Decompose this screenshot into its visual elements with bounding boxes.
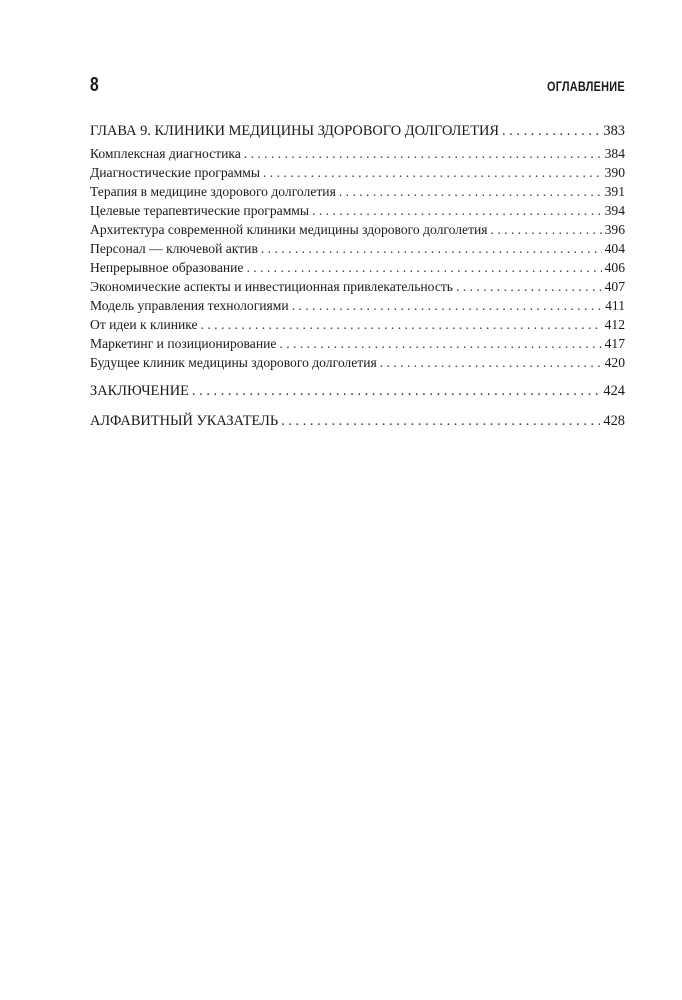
- toc-section-entry: [90, 353, 625, 372]
- toc-entry-title: Персонал — ключевой актив: [90, 241, 258, 256]
- dot-leader: [312, 201, 602, 220]
- dot-leader: [491, 220, 602, 239]
- toc-entry-page: 420: [604, 355, 625, 370]
- toc-entry-page: 407: [604, 279, 625, 294]
- toc-section-entry: [90, 296, 625, 315]
- toc-entry-page: 406: [604, 260, 625, 275]
- toc-entry-title: Терапия в медицине здорового долголетия: [90, 184, 336, 199]
- dot-leader: [261, 239, 602, 258]
- toc-section-entry: [90, 163, 625, 182]
- toc-entry-title: Будущее клиник медицины здорового долголетия: [90, 355, 377, 370]
- toc-section-entry: [90, 201, 625, 220]
- table-of-contents: [90, 120, 625, 432]
- dot-leader: [246, 258, 601, 277]
- toc-entry-page: 404: [604, 241, 625, 256]
- toc-section-entry: [90, 315, 625, 334]
- toc-entry-page: 396: [604, 222, 625, 237]
- dot-leader: [201, 315, 602, 334]
- dot-leader: [192, 380, 600, 402]
- toc-entry-title: Маркетинг и позиционирование: [90, 336, 277, 351]
- toc-entry-page: 417: [604, 336, 625, 351]
- dot-leader: [244, 144, 602, 163]
- page-header: [90, 72, 625, 98]
- toc-entry-page: 394: [604, 203, 625, 218]
- dot-leader: [281, 410, 600, 432]
- toc-entry-title: Экономические аспекты и инвестиционная привлекательность: [90, 279, 453, 294]
- dot-leader: [292, 296, 602, 315]
- toc-entry-page: 384: [604, 146, 625, 161]
- toc-section-entry: [90, 144, 625, 163]
- toc-section-entry: [90, 258, 625, 277]
- toc-entry-title: Непрерывное образование: [90, 260, 244, 275]
- dot-leader: [279, 334, 601, 353]
- toc-section-entry: [90, 277, 625, 296]
- toc-entry-title: ЗАКЛЮЧЕНИЕ: [90, 383, 189, 399]
- dot-leader: [263, 163, 602, 182]
- toc-entry-page: 411: [605, 298, 625, 313]
- running-title: ОГЛАВЛЕНИЕ: [547, 78, 625, 94]
- dot-leader: [339, 182, 602, 201]
- toc-section-entry: [90, 182, 625, 201]
- dot-leader: [456, 277, 602, 296]
- toc-entry-page: 383: [603, 123, 625, 139]
- toc-section-entry: [90, 220, 625, 239]
- toc-section-entry: [90, 334, 625, 353]
- dot-leader: [502, 120, 600, 142]
- toc-entry-page: 428: [603, 413, 625, 429]
- toc-entry-title: АЛФАВИТНЫЙ УКАЗАТЕЛЬ: [90, 413, 279, 429]
- toc-entry-page: 391: [604, 184, 625, 199]
- toc-index-entry: [90, 410, 625, 432]
- toc-entry-title: Целевые терапевтические программы: [90, 203, 310, 218]
- toc-section-entry: [90, 239, 625, 258]
- toc-entry-page: 424: [603, 383, 625, 399]
- toc-entry-title: Диагностические программы: [90, 165, 260, 180]
- toc-entry-title: Архитектура современной клиники медицины здорового долголетия: [90, 222, 488, 237]
- toc-entry-title: ГЛАВА 9. КЛИНИКИ МЕДИЦИНЫ ЗДОРОВОГО ДОЛГОЛЕТИЯ: [90, 123, 499, 139]
- dot-leader: [380, 353, 602, 372]
- toc-entry-page: 412: [604, 317, 625, 332]
- toc-conclusion-entry: [90, 380, 625, 402]
- toc-entry-title: Модель управления технологиями: [90, 298, 289, 313]
- toc-entry-title: Комплексная диагностика: [90, 146, 241, 161]
- toc-chapter-entry: [90, 120, 625, 142]
- toc-entry-title: От идеи к клинике: [90, 317, 198, 332]
- toc-entry-page: 390: [604, 165, 625, 180]
- page-number: 8: [90, 74, 99, 96]
